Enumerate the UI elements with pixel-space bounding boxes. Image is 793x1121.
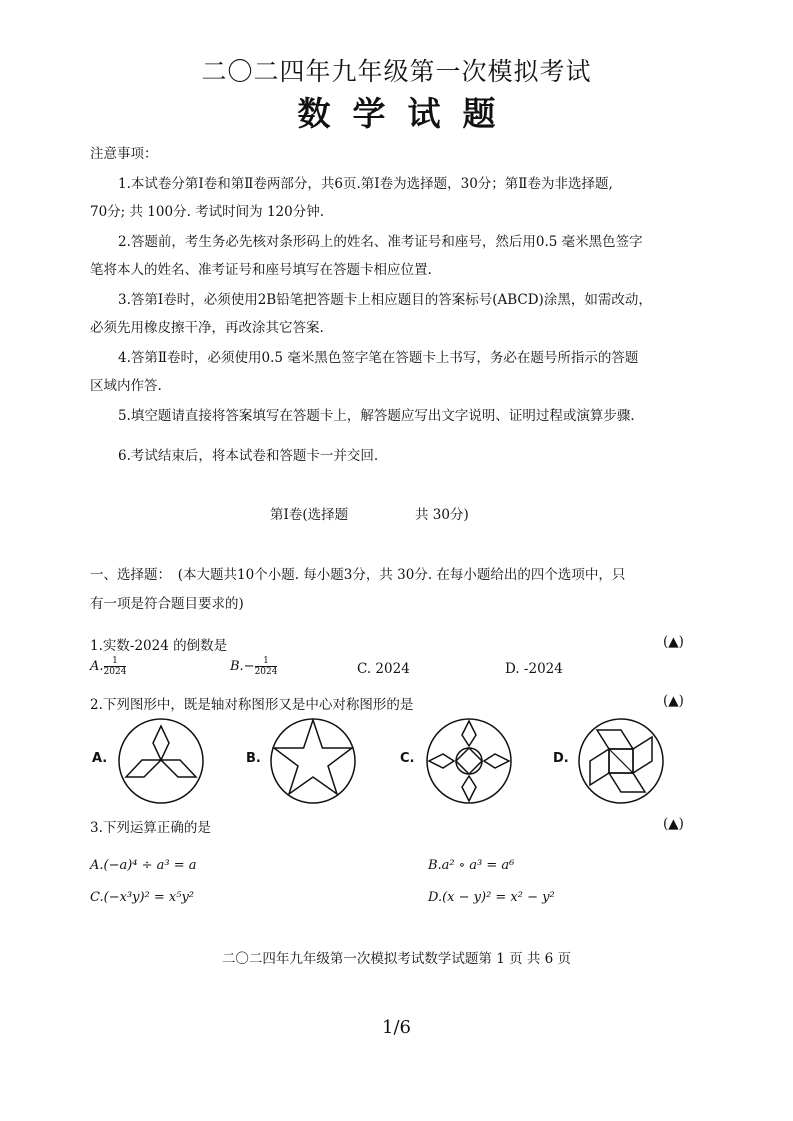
q1-option-c: C. 2024	[357, 661, 410, 677]
q2-label-c: C.	[400, 751, 415, 766]
section-title-left: 第Ⅰ卷(选择题	[270, 507, 349, 523]
q1-option-a-label: A.	[90, 659, 104, 674]
notice-line-10: 6.考试结束后，将本试卷和答题卡一并交回.	[118, 448, 379, 464]
page-footer: 二〇二四年九年级第一次模拟考试数学试题第 1 页 共 6 页	[221, 951, 572, 967]
q1-option-a-fraction	[104, 656, 127, 677]
q3-option-a: A.(−a)⁴ ÷ a³ = a	[90, 858, 197, 873]
q1-option-b-numerator: 1	[255, 656, 278, 667]
part-instructions-line-1: 一、选择题： (本大题共10个小题. 每小题3分，共 30分. 在每小题给出的四个选项中，只	[90, 567, 626, 583]
exam-subtitle: 数学试题	[297, 94, 518, 133]
q2-stem: 2.下列图形中，既是轴对称图形又是中心对称图形的是	[90, 697, 414, 713]
q2-figure-b-star-icon	[268, 716, 358, 806]
notice-line-3: 2.答题前，考生务必先核对条形码上的姓名、准考证号和座号，然后用0.5 毫米黑色签字	[118, 234, 643, 250]
part-instructions-line-2: 有一项是符合题目要求的)	[90, 596, 244, 612]
notice-line-1: 1.本试卷分第Ⅰ卷和第Ⅱ卷两部分，共6页.第Ⅰ卷为选择题，30分；第Ⅱ卷为非选择题,	[118, 176, 613, 192]
q1-option-a	[90, 656, 126, 677]
section-title-right: 共 30分)	[415, 507, 469, 523]
q2-answer-mark: (▲)	[663, 693, 684, 709]
q1-option-b-label: B.−	[230, 659, 255, 674]
q2-label-a: A.	[92, 751, 108, 766]
q3-option-c: C.(−x³y)² = x⁵y²	[90, 890, 195, 905]
q2-figure-d-windmill-icon	[576, 716, 666, 806]
q3-option-b: B.a² ∘ a³ = a⁶	[428, 858, 515, 873]
q1-option-b-fraction	[255, 656, 278, 677]
page-number: 1/6	[382, 1017, 411, 1038]
q2-label-b: B.	[246, 751, 261, 766]
q2-label-d: D.	[553, 751, 569, 766]
q3-stem: 3.下列运算正确的是	[90, 820, 211, 836]
notice-heading: 注意事项：	[90, 146, 158, 162]
q3-option-d: D.(x − y)² = x² − y²	[428, 890, 555, 905]
notice-line-7: 4.答第Ⅱ卷时，必须使用0.5 毫米黑色签字笔在答题卡上书写，务必在题号所指示的答题	[118, 350, 639, 366]
notice-line-6: 必须先用橡皮擦干净，再改涂其它答案.	[90, 320, 324, 336]
notice-line-4: 笔将本人的姓名、准考证号和座号填写在答题卡相应位置.	[90, 262, 432, 278]
notice-line-8: 区域内作答.	[90, 378, 162, 394]
q3-answer-mark: (▲)	[663, 816, 684, 832]
q1-option-b-denominator: 2024	[254, 667, 278, 677]
q2-figure-c-petal-icon	[424, 716, 514, 806]
notice-line-9: 5.填空题请直接将答案填写在答题卡上，解答题应写出文字说明、证明过程或演算步骤.	[118, 408, 635, 424]
q1-option-a-denominator: 2024	[103, 667, 127, 677]
q1-option-d: D. -2024	[505, 661, 563, 677]
exam-title: 二〇二四年九年级第一次模拟考试	[201, 57, 592, 86]
q1-option-b	[230, 656, 277, 677]
notice-line-2: 70分; 共 100分. 考试时间为 120分钟.	[90, 204, 325, 220]
q1-stem: 1.实数-2024 的倒数是	[90, 638, 228, 654]
q2-figure-a-three-rhombus-icon	[116, 716, 206, 806]
q1-answer-mark: (▲)	[663, 634, 684, 650]
q1-option-a-numerator: 1	[104, 656, 127, 667]
notice-line-5: 3.答第Ⅰ卷时，必须使用2B铅笔把答题卡上相应题目的答案标号(ABCD)涂黑，如需改动，	[118, 292, 652, 308]
